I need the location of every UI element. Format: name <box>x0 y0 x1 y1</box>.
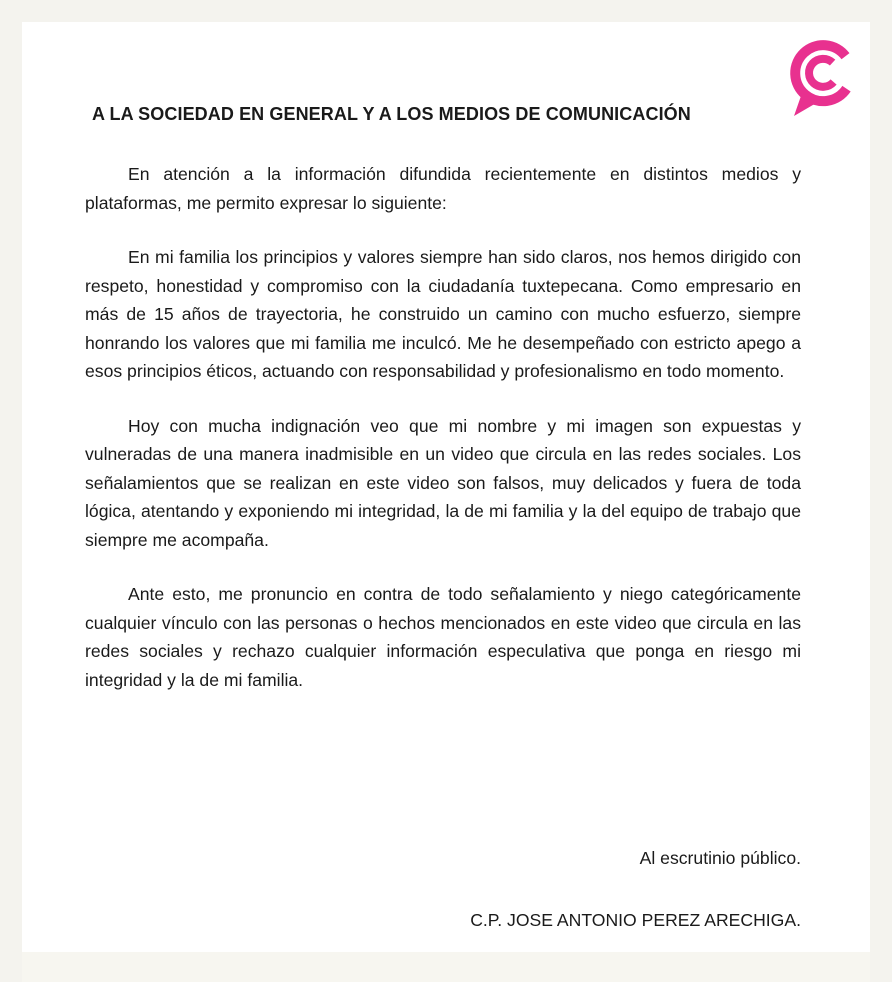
paragraph-values: En mi familia los principios y valores siempre han sido claros, nos hemos dirigido con respeto, honestidad y compromiso con la ciudadanía tuxtepecana. Como empresario en más de 15 años de trayectoria, he construido un camino con mucho esfuerzo, siempre honrando los valores que mi familia me inculcó. Me he desempeñado con estricto apego a esos principios éticos, actuando con responsabilidad y profesionalismo en todo momento. <box>85 247 801 381</box>
closing-line: Al escrutinio público. <box>639 848 801 868</box>
document-heading: A LA SOCIEDAD EN GENERAL Y A LOS MEDIOS DE COMUNICACIÓN <box>92 104 691 124</box>
document-body <box>85 160 801 720</box>
paragraph-indignation: Hoy con mucha indignación veo que mi nombre y mi imagen son expuestas y vulneradas de una manera inadmisible en un video que circula en las redes sociales. Los señalamientos que se realizan en este video son falsos, muy delicados y fuera de toda lógica, atentando y exponiendo mi integridad, la de mi familia y la del equipo de trabajo que siempre me acompaña. <box>85 415 801 550</box>
signature: C.P. JOSE ANTONIO PEREZ ARECHIGA. <box>470 910 801 930</box>
paragraph-intro: En atención a la información difundida recientemente en distintos medios y plataformas, me permito expresar lo siguiente: <box>85 164 801 213</box>
page-bottom-strip <box>22 952 870 982</box>
paragraph-denial: Ante esto, me pronuncio en contra de todo señalamiento y niego categóricamente cualquier vínculo con las personas o hechos mencionados en este video que circula en las redes sociales y rechazo cualquier información especulativa que ponga en riesgo mi integridad y la de mi familia. <box>85 584 801 690</box>
